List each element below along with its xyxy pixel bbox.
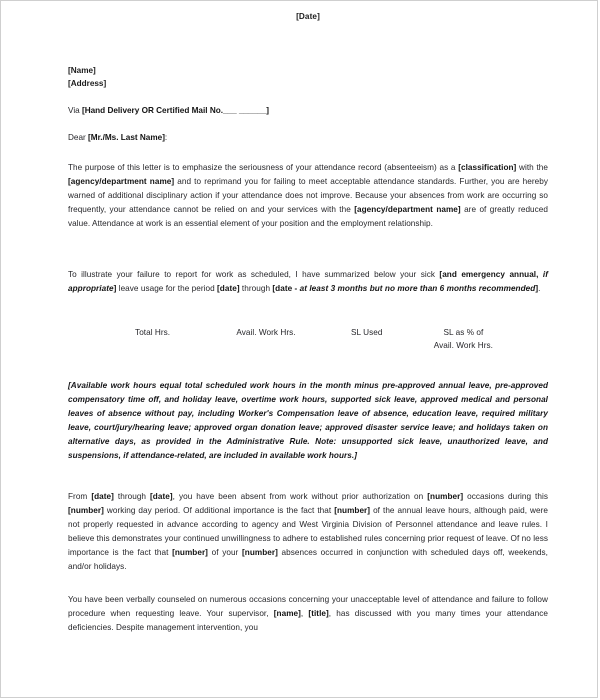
note-if-appropriate: if appropriate: [68, 270, 548, 294]
column-header-sl-used-line1: SL Used: [351, 328, 383, 337]
placeholder-number-conjunction: [number]: [172, 548, 208, 558]
placeholder-number-occasions: [number]: [427, 492, 464, 501]
para5-text-2: ,: [300, 609, 309, 619]
column-header-sl-percent: [409, 327, 518, 352]
placeholder-number-working-days: [number]: [68, 506, 104, 516]
para1-text-3: and to reprimand you for failing to meet acceptable attendance standards. Further, you are hereby warned of additional disciplinary action if your attendance does not improve. Because your absences from work are occurring so frequently, your attendance cannot be relied on and your services with the: [68, 177, 548, 215]
column-header-total-hrs-line1: Total Hrs.: [135, 328, 171, 337]
column-header-sl-used: [325, 327, 409, 352]
placeholder-date-start: [date]: [91, 492, 114, 501]
para4-text-1: From: [68, 492, 92, 501]
via-label: Via: [68, 106, 82, 115]
leave-summary-table: [68, 327, 548, 352]
placeholder-number-annual-leave: [number]: [334, 506, 371, 516]
bracket-close-1: ]: [113, 284, 117, 294]
salutation-value: [Mr./Ms. Last Name]: [88, 133, 165, 142]
column-header-total-hrs: [98, 327, 207, 352]
para4-text-5: working day period. Of additional importance is the fact that: [103, 506, 335, 516]
para5-text-3: , has discussed with you many times your attendance deficiencies. Despite management intervention, you: [68, 609, 549, 633]
para5-text-1: You have been verbally counseled on numerous occasions concerning your unacceptable level of attendance and failure to follow procedure when requesting leave. Your supervisor,: [68, 595, 548, 619]
recipient-address: [Address]: [68, 79, 107, 88]
table: [98, 327, 518, 352]
para4-text-7: of your: [207, 548, 242, 558]
placeholder-agency-1: [agency/department name]: [68, 177, 175, 187]
placeholder-agency-2: [agency/department name]: [354, 205, 461, 215]
paragraph-absence-record: [68, 490, 548, 575]
placeholder-date-to: [date -: [272, 284, 300, 294]
placeholder-supervisor-name: [name]: [273, 609, 301, 619]
salutation-line: [68, 133, 167, 142]
column-header-sl-percent-line1: SL as % of: [443, 328, 484, 337]
placeholder-supervisor-title: [title]: [308, 609, 329, 619]
paragraph-available-work-hours-note: [Available work hours equal total scheduled work hours in the month minus pre-approved annual leave, pre-approved compensatory time off, and holiday leave, overtime work hours, supported sick leave, approved medical and personal leaves of absence without pay, including Worker's Compensation leave of absence, education leave, required military leave, court/jury/hearing leave; approved organ donation leave; approved disaster service leave; and holidays taken on alternative days, as provided in the Administrative Rule. Note: unsupported sick leave, unauthorized leave, and suspensions, if attendance-related, are included in available work hours.]: [68, 381, 548, 461]
placeholder-emergency-annual: [and emergency annual,: [439, 270, 543, 279]
date-placeholder: [Date]: [296, 12, 320, 21]
para2-text-2: leave usage for the period: [116, 284, 218, 294]
table-header-row: [98, 327, 518, 352]
paragraph-illustrate: [68, 268, 548, 296]
placeholder-number-absences: [number]: [242, 548, 278, 558]
para2-text-1: To illustrate your failure to report for work as scheduled, I have summarized below your sick: [68, 270, 440, 279]
para2-text-4: .: [538, 284, 541, 294]
column-header-avail-work-hrs-line1: Avail. Work Hrs.: [236, 328, 296, 337]
placeholder-date-from: [date]: [217, 284, 240, 294]
para4-text-3: , you have been absent from work without prior authorization on: [172, 492, 428, 501]
para4-text-2: through: [113, 492, 151, 501]
salutation-label: Dear: [68, 133, 89, 142]
bracket-close-2: ]: [535, 284, 539, 294]
paragraph-purpose: [68, 161, 548, 231]
placeholder-classification: [classification]: [458, 163, 517, 172]
via-value: [Hand Delivery OR Certified Mail No.___ ______]: [81, 106, 269, 115]
para1-text-2: with the: [516, 163, 548, 172]
column-header-avail-work-hrs: [207, 327, 325, 352]
placeholder-date-end: [date]: [150, 492, 173, 501]
para4-text-4: occasions during this: [463, 492, 548, 501]
para2-text-3: through: [239, 284, 273, 294]
note-months-recommended: at least 3 months but no more than 6 months recommended: [299, 284, 536, 294]
para1-text-1: The purpose of this letter is to emphasize the seriousness of your attendance record (absenteeism) as a: [68, 163, 459, 172]
column-header-sl-percent-line2: Avail. Work Hrs.: [433, 340, 493, 350]
paragraph-counseling: [68, 593, 548, 635]
salutation-punct: :: [164, 133, 168, 142]
para1-text-4: are of greatly reduced value. Attendance at work is an essential element of your position and the employment relationship.: [68, 205, 549, 229]
para4-text-8: absences occurred in conjunction with scheduled days off, weekends, and/or holidays.: [68, 548, 548, 572]
recipient-name: [Name]: [68, 66, 96, 75]
para4-text-6: of the annual leave hours, although paid, were not properly requested in advance according to agency and West Virginia Division of Personnel attendance and leave rules. I believe this demonstrates your continued unwillingness to adhere to established rules concerning prior request of leave. Of no less importance is the fact that: [68, 506, 548, 558]
via-line: [68, 106, 269, 115]
